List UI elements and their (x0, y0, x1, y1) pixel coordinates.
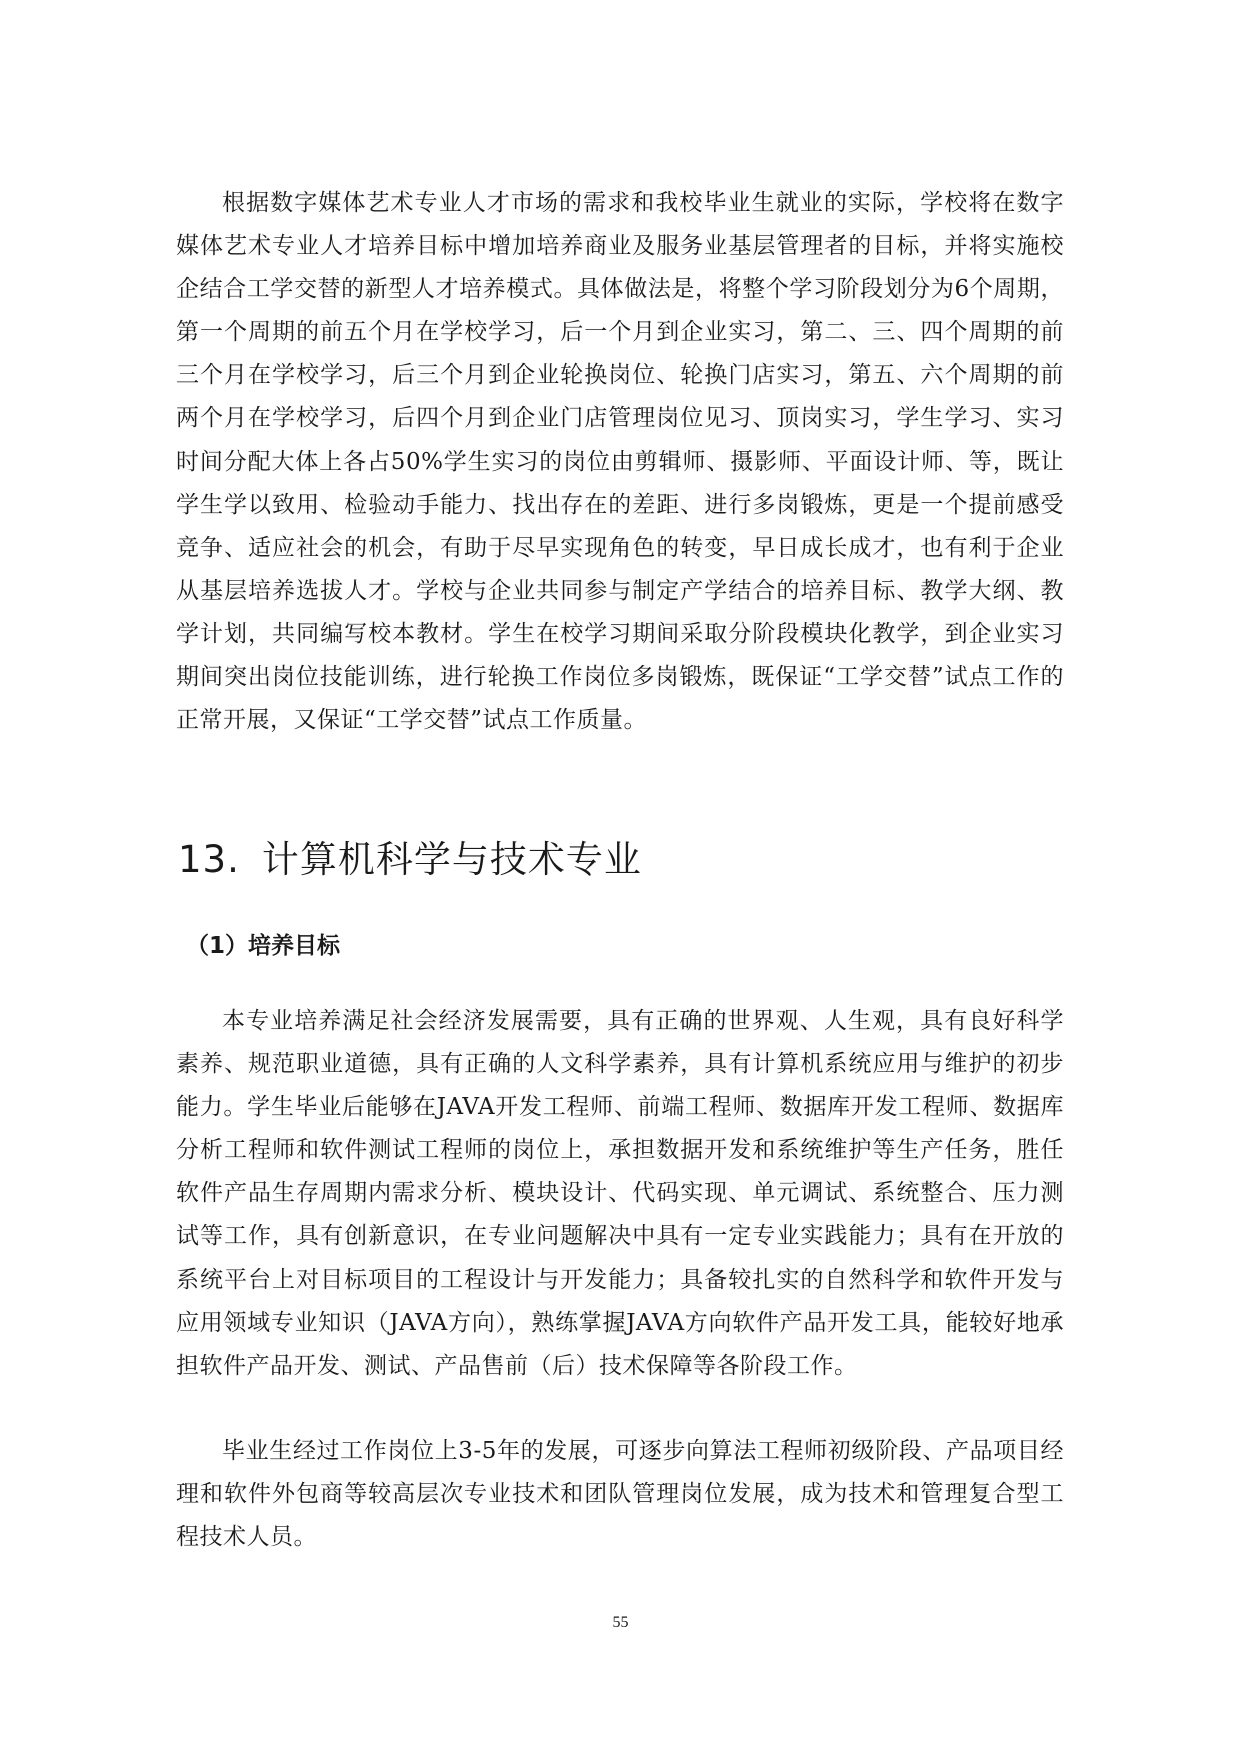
body-paragraph: 根据数字媒体艺术专业人才市场的需求和我校毕业生就业的实际，学校将在数字媒体艺术专业人才培养目标中增加培养商业及服务业基层管理者的目标，并将实施校企结合工学交替的新型人才培养模式。具体做法是，将整个学习阶段划分为6个周期，第一个周期的前五个月在学校学习，后一个月到企业实习，第二、三、四个周期的前三个月在学校学习，后三个月到企业轮换岗位、轮换门店实习，第五、六个周期的前两个月在学校学习，后四个月到企业门店管理岗位见习、顶岗实习，学生学习、实习时间分配大体上各占50%学生实习的岗位由剪辑师、摄影师、平面设计师、等，既让学生学以致用、检验动手能力、找出存在的差距、进行多岗锻炼，更是一个提前感受竞争、适应社会的机会，有助于尽早实现角色的转变，早日成长成才，也有利于企业从基层培养选拔人才。学校与企业共同参与制定产学结合的培养目标、教学大纲、教学计划，共同编写校本教材。学生在校学习期间采取分阶段模块化教学，到企业实习期间突出岗位技能训练，进行轮换工作岗位多岗锻炼，既保证“工学交替”试点工作的正常开展，又保证“工学交替”试点工作质量。 (176, 190, 1064, 734)
subsection-heading: （1）培养目标 (186, 933, 341, 959)
body-paragraph: 毕业生经过工作岗位上3-5年的发展，可逐步向算法工程师初级阶段、产品项目经理和软件外包商等较高层次专业技术和团队管理岗位发展，成为技术和管理复合型工程技术人员。 (176, 1438, 1064, 1551)
section-title: 计算机科学与技术专业 (261, 838, 642, 881)
body-paragraph: 本专业培养满足社会经济发展需要，具有正确的世界观、人生观，具有良好科学素养、规范职业道德，具有正确的人文科学素养，具有计算机系统应用与维护的初步能力。学生毕业后能够在JAVA开发工程师、前端工程师、数据库开发工程师、数据库分析工程师和软件测试工程师的岗位上，承担数据开发和系统维护等生产任务，胜任软件产品生存周期内需求分析、模块设计、代码实现、单元调试、系统整合、压力测试等工作，具有创新意识，在专业问题解决中具有一定专业实践能力；具有在开放的系统平台上对目标项目的工程设计与开发能力；具备较扎实的自然科学和软件开发与应用领域专业知识（JAVA方向），熟练掌握JAVA方向软件产品开发工具，能较好地承担软件产品开发、测试、产品售前（后）技术保障等各阶段工作。 (176, 1008, 1064, 1379)
section-number: 13. (178, 838, 240, 881)
page-number: 55 (612, 1614, 629, 1631)
section-heading (178, 835, 642, 885)
